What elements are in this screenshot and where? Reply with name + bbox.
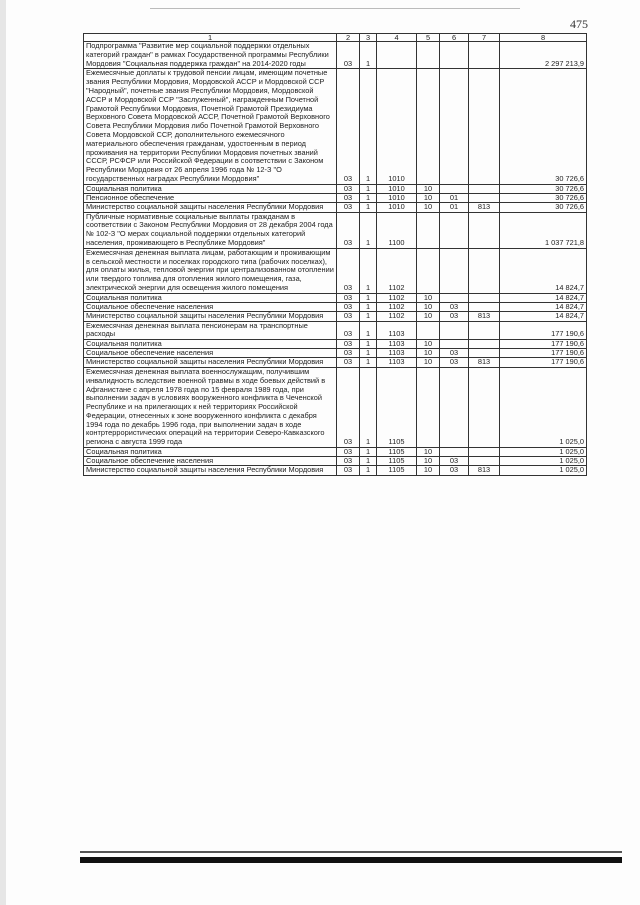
cell-code-6 xyxy=(440,212,469,248)
cell-code-5: 10 xyxy=(417,202,440,212)
cell-amount: 177 190,6 xyxy=(500,349,587,358)
cell-code-6 xyxy=(440,367,469,447)
cell-code-6 xyxy=(440,293,469,302)
cell-amount: 1 025,0 xyxy=(500,367,587,447)
cell-code-6: 03 xyxy=(440,302,469,311)
cell-code-2: 03 xyxy=(337,69,360,184)
column-header: 6 xyxy=(440,34,469,42)
cell-code-5 xyxy=(417,248,440,293)
cell-code-6 xyxy=(440,69,469,184)
table-row xyxy=(84,448,587,457)
row-name: Ежемесячная денежная выплата лицам, работающим и проживающим в сельской местности и поселках городского типа (рабочих поселках), для оплаты жилья, тепловой энергии при централизованном отоплении или твердого топлива для отопления жилого помещения, газа, электрической энергии для освещения жилого помещения xyxy=(84,248,337,293)
cell-code-2: 03 xyxy=(337,367,360,447)
table-header-row xyxy=(84,34,587,42)
cell-code-2: 03 xyxy=(337,293,360,302)
cell-amount: 14 824,7 xyxy=(500,302,587,311)
cell-code-4: 1010 xyxy=(377,202,417,212)
cell-amount: 177 190,6 xyxy=(500,340,587,349)
cell-amount: 2 297 213,9 xyxy=(500,42,587,69)
cell-code-4: 1100 xyxy=(377,212,417,248)
cell-code-4 xyxy=(377,42,417,69)
row-name: Социальная политика xyxy=(84,340,337,349)
cell-code-3: 1 xyxy=(360,202,377,212)
cell-code-4: 1105 xyxy=(377,466,417,476)
cell-code-5: 10 xyxy=(417,311,440,321)
cell-code-2: 03 xyxy=(337,321,360,340)
cell-code-3: 1 xyxy=(360,448,377,457)
cell-code-4: 1103 xyxy=(377,358,417,368)
cell-code-2: 03 xyxy=(337,349,360,358)
cell-code-7 xyxy=(469,302,500,311)
cell-code-7 xyxy=(469,448,500,457)
cell-code-3: 1 xyxy=(360,193,377,202)
cell-code-7 xyxy=(469,184,500,193)
bottom-scan-bar xyxy=(80,857,622,863)
cell-code-6 xyxy=(440,42,469,69)
cell-code-7: 813 xyxy=(469,311,500,321)
cell-code-7: 813 xyxy=(469,358,500,368)
cell-code-7 xyxy=(469,212,500,248)
cell-code-6: 01 xyxy=(440,193,469,202)
cell-code-5 xyxy=(417,367,440,447)
cell-code-3: 1 xyxy=(360,212,377,248)
table-row xyxy=(84,340,587,349)
column-header: 1 xyxy=(84,34,337,42)
cell-code-7 xyxy=(469,42,500,69)
cell-code-2: 03 xyxy=(337,202,360,212)
cell-code-4: 1102 xyxy=(377,311,417,321)
table-row xyxy=(84,466,587,476)
cell-code-2: 03 xyxy=(337,457,360,466)
budget-table xyxy=(83,33,587,476)
cell-code-3: 1 xyxy=(360,184,377,193)
cell-code-2: 03 xyxy=(337,311,360,321)
table-row xyxy=(84,302,587,311)
column-header: 4 xyxy=(377,34,417,42)
row-name: Пенсионное обеспечение xyxy=(84,193,337,202)
cell-amount: 30 726,6 xyxy=(500,193,587,202)
cell-code-6 xyxy=(440,248,469,293)
cell-code-7: 813 xyxy=(469,466,500,476)
row-name: Социальное обеспечение населения xyxy=(84,302,337,311)
row-name: Социальная политика xyxy=(84,448,337,457)
table-row xyxy=(84,184,587,193)
row-name: Социальная политика xyxy=(84,184,337,193)
page-number: 475 xyxy=(570,17,588,31)
cell-code-6: 03 xyxy=(440,358,469,368)
cell-code-7 xyxy=(469,69,500,184)
cell-code-2: 03 xyxy=(337,302,360,311)
cell-code-5: 10 xyxy=(417,193,440,202)
cell-code-6: 01 xyxy=(440,202,469,212)
cell-code-6 xyxy=(440,184,469,193)
cell-code-7 xyxy=(469,349,500,358)
cell-code-7 xyxy=(469,321,500,340)
bottom-scan-line xyxy=(80,851,622,853)
cell-code-3: 1 xyxy=(360,248,377,293)
column-header: 5 xyxy=(417,34,440,42)
table-row xyxy=(84,311,587,321)
cell-amount: 30 726,6 xyxy=(500,202,587,212)
cell-amount: 177 190,6 xyxy=(500,321,587,340)
column-header: 8 xyxy=(500,34,587,42)
cell-code-6 xyxy=(440,340,469,349)
cell-amount: 14 824,7 xyxy=(500,248,587,293)
cell-amount: 1 037 721,8 xyxy=(500,212,587,248)
table-row xyxy=(84,358,587,368)
cell-code-5: 10 xyxy=(417,358,440,368)
cell-code-6: 03 xyxy=(440,466,469,476)
table-row xyxy=(84,69,587,184)
row-name: Министерство социальной защиты населения Республики Мордовия xyxy=(84,311,337,321)
cell-code-5: 10 xyxy=(417,349,440,358)
cell-code-6: 03 xyxy=(440,457,469,466)
cell-amount: 1 025,0 xyxy=(500,448,587,457)
row-name: Социальная политика xyxy=(84,293,337,302)
cell-code-5: 10 xyxy=(417,340,440,349)
cell-code-4: 1105 xyxy=(377,448,417,457)
cell-code-7 xyxy=(469,340,500,349)
cell-code-7 xyxy=(469,193,500,202)
cell-code-2: 03 xyxy=(337,340,360,349)
cell-code-5 xyxy=(417,69,440,184)
cell-code-3: 1 xyxy=(360,311,377,321)
cell-code-5: 10 xyxy=(417,448,440,457)
row-name: Социальное обеспечение населения xyxy=(84,457,337,466)
row-name: Министерство социальной защиты населения Республики Мордовия xyxy=(84,466,337,476)
column-header: 7 xyxy=(469,34,500,42)
cell-code-5 xyxy=(417,212,440,248)
cell-code-6: 03 xyxy=(440,311,469,321)
cell-code-3: 1 xyxy=(360,69,377,184)
cell-code-7 xyxy=(469,367,500,447)
cell-code-4: 1105 xyxy=(377,367,417,447)
cell-code-5: 10 xyxy=(417,293,440,302)
row-name: Министерство социальной защиты населения Республики Мордовия xyxy=(84,202,337,212)
row-name: Ежемесячная денежная выплата военнослужащим, получившим инвалидность вследствие военной травмы в ходе боевых действий в Афганистане с апреля 1978 года по 15 февраля 1989 года, при выполнении задач в условиях вооруженного конфликта в Чеченской Республике и на прилегающих к ней территориях Российской Федерации, отнесенных к зоне вооруженного конфликта с декабря 1994 года по декабрь 1996 года, при выполнении задач в ходе контртеррористических операций на территории Северо-Кавказского региона с августа 1999 года xyxy=(84,367,337,447)
cell-code-3: 1 xyxy=(360,466,377,476)
cell-code-2: 03 xyxy=(337,212,360,248)
cell-code-2: 03 xyxy=(337,184,360,193)
cell-code-4: 1102 xyxy=(377,293,417,302)
cell-code-6 xyxy=(440,321,469,340)
cell-code-5 xyxy=(417,321,440,340)
cell-amount: 1 025,0 xyxy=(500,457,587,466)
cell-code-3: 1 xyxy=(360,293,377,302)
column-header: 3 xyxy=(360,34,377,42)
cell-code-7 xyxy=(469,457,500,466)
table-row xyxy=(84,212,587,248)
scan-edge-shadow xyxy=(0,0,6,905)
cell-code-2: 03 xyxy=(337,466,360,476)
cell-code-4: 1102 xyxy=(377,248,417,293)
table-row xyxy=(84,457,587,466)
cell-code-3: 1 xyxy=(360,358,377,368)
cell-code-5: 10 xyxy=(417,302,440,311)
cell-code-3: 1 xyxy=(360,367,377,447)
table-row xyxy=(84,42,587,69)
cell-amount: 14 824,7 xyxy=(500,311,587,321)
cell-amount: 30 726,6 xyxy=(500,69,587,184)
row-name: Ежемесячная денежная выплата пенсионерам на транспортные расходы xyxy=(84,321,337,340)
table-row xyxy=(84,248,587,293)
row-name: Публичные нормативные социальные выплаты гражданам в соответствии с Законом Республики Мордовия от 28 декабря 2004 года № 102-З "О мерах социальной поддержки отдельных категорий населения, проживающего в Республике Мордовия" xyxy=(84,212,337,248)
cell-code-2: 03 xyxy=(337,448,360,457)
cell-code-2: 03 xyxy=(337,193,360,202)
cell-amount: 177 190,6 xyxy=(500,358,587,368)
cell-code-3: 1 xyxy=(360,349,377,358)
cell-amount: 30 726,6 xyxy=(500,184,587,193)
cell-amount: 14 824,7 xyxy=(500,293,587,302)
row-name: Министерство социальной защиты населения Республики Мордовия xyxy=(84,358,337,368)
cell-code-2: 03 xyxy=(337,358,360,368)
cell-code-5: 10 xyxy=(417,457,440,466)
cell-code-3: 1 xyxy=(360,340,377,349)
cell-code-5: 10 xyxy=(417,466,440,476)
cell-code-7 xyxy=(469,248,500,293)
row-name: Подпрограмма "Развитие мер социальной поддержки отдельных категорий граждан" в рамках Государственной программы Республики Мордовия "Социальная поддержка граждан" на 2014-2020 годы xyxy=(84,42,337,69)
cell-code-2: 03 xyxy=(337,248,360,293)
cell-code-5: 10 xyxy=(417,184,440,193)
row-name: Ежемесячные доплаты к трудовой пенсии лицам, имеющим почетные звания Республики Мордовия, Мордовской АССР и Мордовской ССР "Народный", почетные звания Республики Мордовия, Мордовской АССР и Мордовской ССР "Заслуженный", награжденным Почетной Грамотой Республики Мордовия, Почетной Грамотой Президиума Верховного Совета Мордовской АССР, Почетной Грамотой Верховного Совета Республики Мордовия либо Почетной Грамотой Верховного Совета Мордовской ССР, дополнительного ежемесячного материального обеспечения гражданам, удостоенным в период проживания на территории Республики Мордовия почетных званий СССР, РСФСР или Российской Федерации в соответствии с Законом Республики Мордовия от 26 апреля 1996 года № 12-З "О государственных наградах Республики Мордовия" xyxy=(84,69,337,184)
cell-code-4: 1010 xyxy=(377,69,417,184)
cell-code-3: 1 xyxy=(360,321,377,340)
table-row xyxy=(84,293,587,302)
cell-code-4: 1105 xyxy=(377,457,417,466)
table-row xyxy=(84,321,587,340)
cell-code-4: 1103 xyxy=(377,321,417,340)
cell-code-6: 03 xyxy=(440,349,469,358)
cell-code-5 xyxy=(417,42,440,69)
table-row xyxy=(84,193,587,202)
cell-code-3: 1 xyxy=(360,42,377,69)
cell-code-4: 1103 xyxy=(377,349,417,358)
cell-code-3: 1 xyxy=(360,457,377,466)
top-rule xyxy=(150,8,520,9)
cell-code-4: 1010 xyxy=(377,184,417,193)
cell-code-7: 813 xyxy=(469,202,500,212)
cell-code-2: 03 xyxy=(337,42,360,69)
cell-code-4: 1103 xyxy=(377,340,417,349)
column-header: 2 xyxy=(337,34,360,42)
table-row xyxy=(84,349,587,358)
table-row xyxy=(84,202,587,212)
row-name: Социальное обеспечение населения xyxy=(84,349,337,358)
cell-code-4: 1010 xyxy=(377,193,417,202)
cell-code-6 xyxy=(440,448,469,457)
cell-amount: 1 025,0 xyxy=(500,466,587,476)
cell-code-7 xyxy=(469,293,500,302)
cell-code-3: 1 xyxy=(360,302,377,311)
table-row xyxy=(84,367,587,447)
cell-code-4: 1102 xyxy=(377,302,417,311)
